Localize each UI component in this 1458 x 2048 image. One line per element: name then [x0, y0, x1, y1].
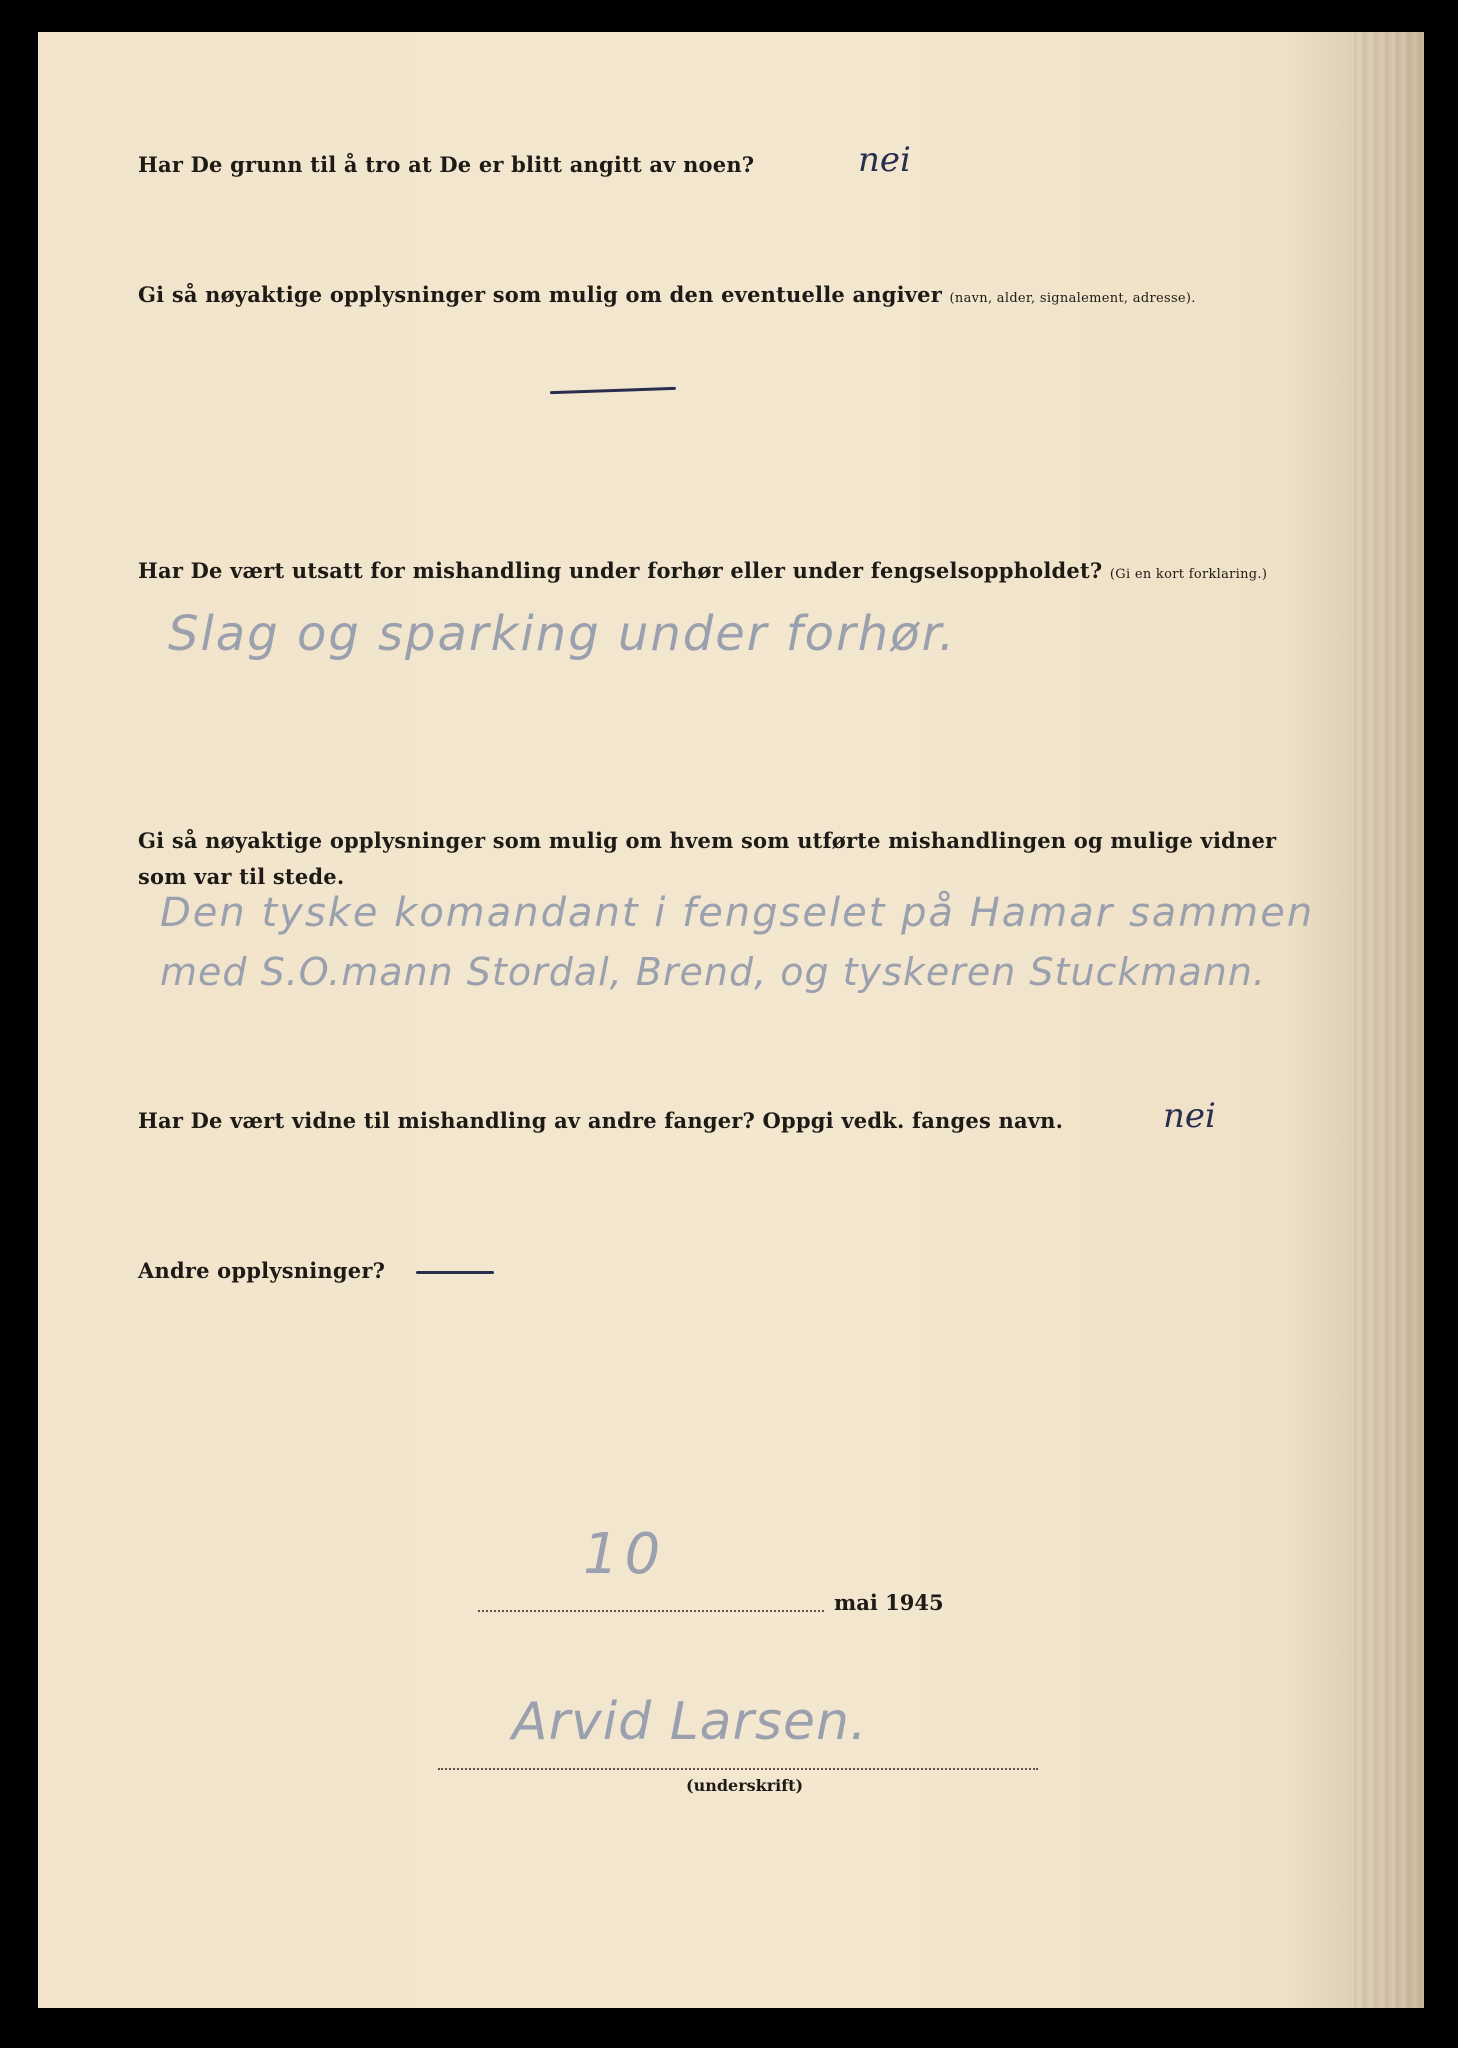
- question-andre: Andre opplysninger?: [138, 1258, 386, 1283]
- answer-andre-dash: [416, 1271, 494, 1274]
- answer-mishandling: Slag og sparking under forhør.: [168, 606, 957, 662]
- signature-dotted-line: [438, 1768, 1038, 1770]
- question-mishandling-text: Har De vært utsatt for mishandling under forhør eller under fengselsoppholdet?: [138, 558, 1103, 583]
- question-angiver-note: (navn, alder, signalement, adresse).: [949, 291, 1196, 306]
- date-suffix: mai 1945: [834, 1590, 944, 1615]
- signature-label: (underskrift): [686, 1776, 804, 1795]
- signature: Arvid Larsen.: [512, 1692, 868, 1752]
- question-hvem-line1: Gi så nøyaktige opplysninger som mulig om hvem som utførte mishandlingen og mulige vidner: [138, 828, 1277, 853]
- form-page: [38, 32, 1424, 2008]
- question-angiver: [138, 282, 1196, 307]
- question-mishandling-note: (Gi en kort forklaring.): [1109, 567, 1268, 582]
- date-day: 10: [583, 1522, 667, 1587]
- answer-hvem-line1: Den tyske komandant i fengselet på Hamar sammen: [160, 890, 1315, 936]
- question-vidne: Har De vært vidne til mishandling av andre fanger? Oppgi vedk. fanges navn.: [138, 1108, 1064, 1133]
- answer-angiver-dash: [550, 387, 676, 394]
- answer-angitt: nei: [858, 140, 911, 180]
- question-angiver-text: Gi så nøyaktige opplysninger som mulig om den eventuelle angiver: [138, 282, 943, 307]
- question-hvem-line2: som var til stede.: [138, 864, 345, 889]
- date-dotted-line: [478, 1610, 824, 1612]
- paper-edge: [1354, 32, 1424, 2008]
- question-angitt: Har De grunn til å tro at De er blitt angitt av noen?: [138, 152, 755, 177]
- answer-hvem-line2: med S.O.mann Stordal, Brend, og tyskeren Stuckmann.: [160, 950, 1266, 994]
- question-mishandling: [138, 558, 1267, 583]
- answer-vidne: nei: [1163, 1096, 1216, 1136]
